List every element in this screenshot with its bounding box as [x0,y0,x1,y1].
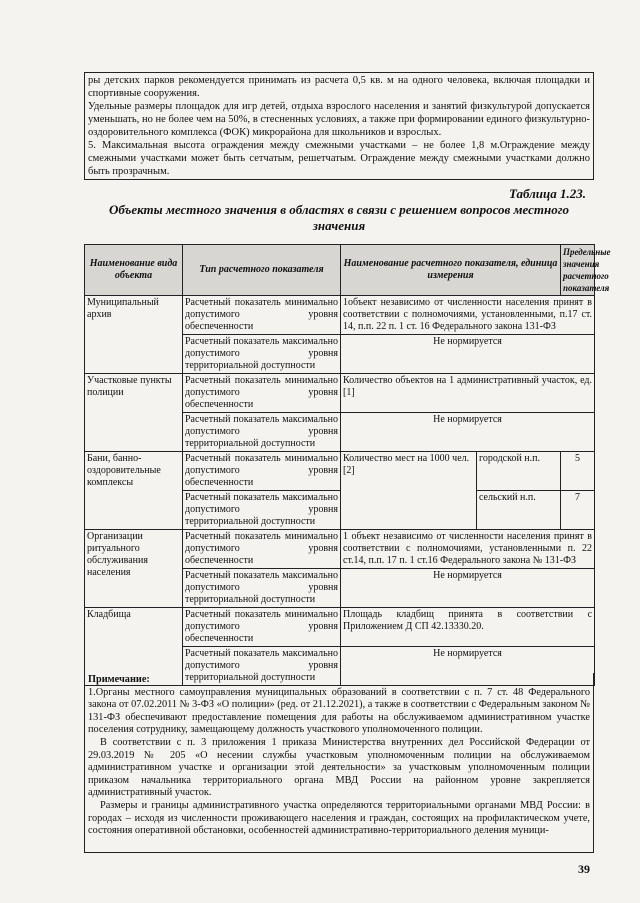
limit-value-rural: 7 [561,491,595,530]
object-name: Участковые пункты полиции [85,374,183,452]
table-number: Таблица 1.23. [508,186,586,201]
indicator-type: Расчетный показатель максимально допустимого уровня территориальной доступности [183,569,341,608]
indicator-description: Не нормируется [341,647,595,686]
indicator-type: Расчетный показатель минимально допустимого уровня обеспеченности [183,452,341,491]
continuation-box [84,72,594,180]
settlement-type-rural: сельский н.п. [477,491,561,530]
indicator-type: Расчетный показатель минимально допустимого уровня обеспеченности [183,608,341,647]
note-paragraph: В соответствии с п. 3 приложения 1 приказа Министерства внутренних дел Российской Федерации от 29.03.2019 № 205 «О несении службы участковым уполномоченным полиции на обслуживаемом административном участке и организации этой деятельности» за участковым уполномоченным полиции приказом начальника территориального органа МВД России на районном уровне закрепляется административный участок. [88,736,590,799]
settlement-type-urban: городской н.п. [477,452,561,491]
table-row [85,452,595,491]
object-name: Кладбища [85,608,183,686]
note-section [84,673,594,853]
table-header-row [85,245,595,296]
table-row [85,296,595,335]
indicator-type: Расчетный показатель максимально допустимого уровня территориальной доступности [183,335,341,374]
note-paragraph: Размеры и границы административного участка определяются территориальными органами МВД России: в городах – исходя из численности проживающего населения и граждан, состоящих на профилактическом учете, состояния оперативной обстановки, особенностей административно-территориального деления муници- [88,799,590,837]
note-heading: Примечание: [88,674,150,685]
header-limit-values: Предельные значения расчетного показателя [561,245,595,296]
indicator-description: Не нормируется [341,335,595,374]
paragraph-playgrounds: Удельные размеры площадок для игр детей, отдыха взрослого населения и занятий физкультурой допускается уменьшать, но не более чем на 50%, в стесненных условиях, а также при формировании единого физкультурно-оздоровительного комплекса (ФОК) микрорайона для школьников и взрослых. [88,101,590,138]
object-name: Муниципальный архив [85,296,183,374]
table-row [85,530,595,569]
indicator-description: Количество объектов на 1 административный участок, ед. [1] [341,374,595,413]
table-title: Объекты местного значения в областях в связи с решением вопросов местного значения [108,202,570,233]
header-indicator-type: Тип расчетного показателя [183,245,341,296]
indicator-description: Не нормируется [341,569,595,608]
note-paragraph: 1.Органы местного самоуправления муниципальных образований в соответствии с п. 7 ст. 48 Федерального закона от 07.02.2011 № 3-ФЗ «О полиции» (ред. от 21.12.2021), а также в соответствии с Федеральным законом № 131-ФЗ обеспечивают предоставление помещения для работы на обслуживаемом административном участке поселения сотруднику, замещающему должность участкового уполномоченного полиции. [88,686,590,736]
header-indicator-name: Наименование расчетного показателя, единица измерения [341,245,561,296]
indicator-description: Не нормируется [341,413,595,452]
indicator-description: Площадь кладбищ принята в соответствии с Приложением Д СП 42.13330.20. [341,608,595,647]
paragraph-parks: ры детских парков рекомендуется принимать из расчета 0,5 кв. м на одного человека, включая площадки и спортивные сооружения. [88,75,590,99]
objects-table [84,244,611,686]
indicator-type: Расчетный показатель максимально допустимого уровня территориальной доступности [183,647,341,686]
limit-value-urban: 5 [561,452,595,491]
indicator-type: Расчетный показатель минимально допустимого уровня обеспеченности [183,296,341,335]
indicator-description: 1 объект независимо от численности населения принят в соответствии с полномочиями, установленными п. 22 ст.14, п.п. 17 п. 1 ст.16 Федерального закона № 131-ФЗ [341,530,595,569]
indicator-type: Расчетный показатель минимально допустимого уровня обеспеченности [183,374,341,413]
page-number: 39 [578,862,590,876]
paragraph-fence: 5. Максимальная высота ограждения между смежными участками – не более 1,8 м.Ограждение между смежными участками может быть сетчатым, решетчатым. Ограждение между смежными участками должно быть прозрачным. [88,140,590,177]
indicator-type: Расчетный показатель максимально допустимого уровня территориальной доступности [183,413,341,452]
header-object-type: Наименование вида объекта [85,245,183,296]
object-name: Бани, банно-оздоровительные комплексы [85,452,183,530]
indicator-description: 1объект независимо от численности населения принят в соответствии с полномочиями, установленными, п.17 ст. 14, п.п. 22 п. 1 ст. 16 Федерального закона 131-ФЗ [341,296,595,335]
indicator-type: Расчетный показатель минимально допустимого уровня обеспеченности [183,530,341,569]
table-row [85,374,595,413]
table-row [85,608,595,647]
indicator-description: Количество мест на 1000 чел. [2] [341,452,477,530]
object-name: Организации ритуального обслуживания населения [85,530,183,608]
indicator-type: Расчетный показатель максимально допустимого уровня территориальной доступности [183,491,341,530]
